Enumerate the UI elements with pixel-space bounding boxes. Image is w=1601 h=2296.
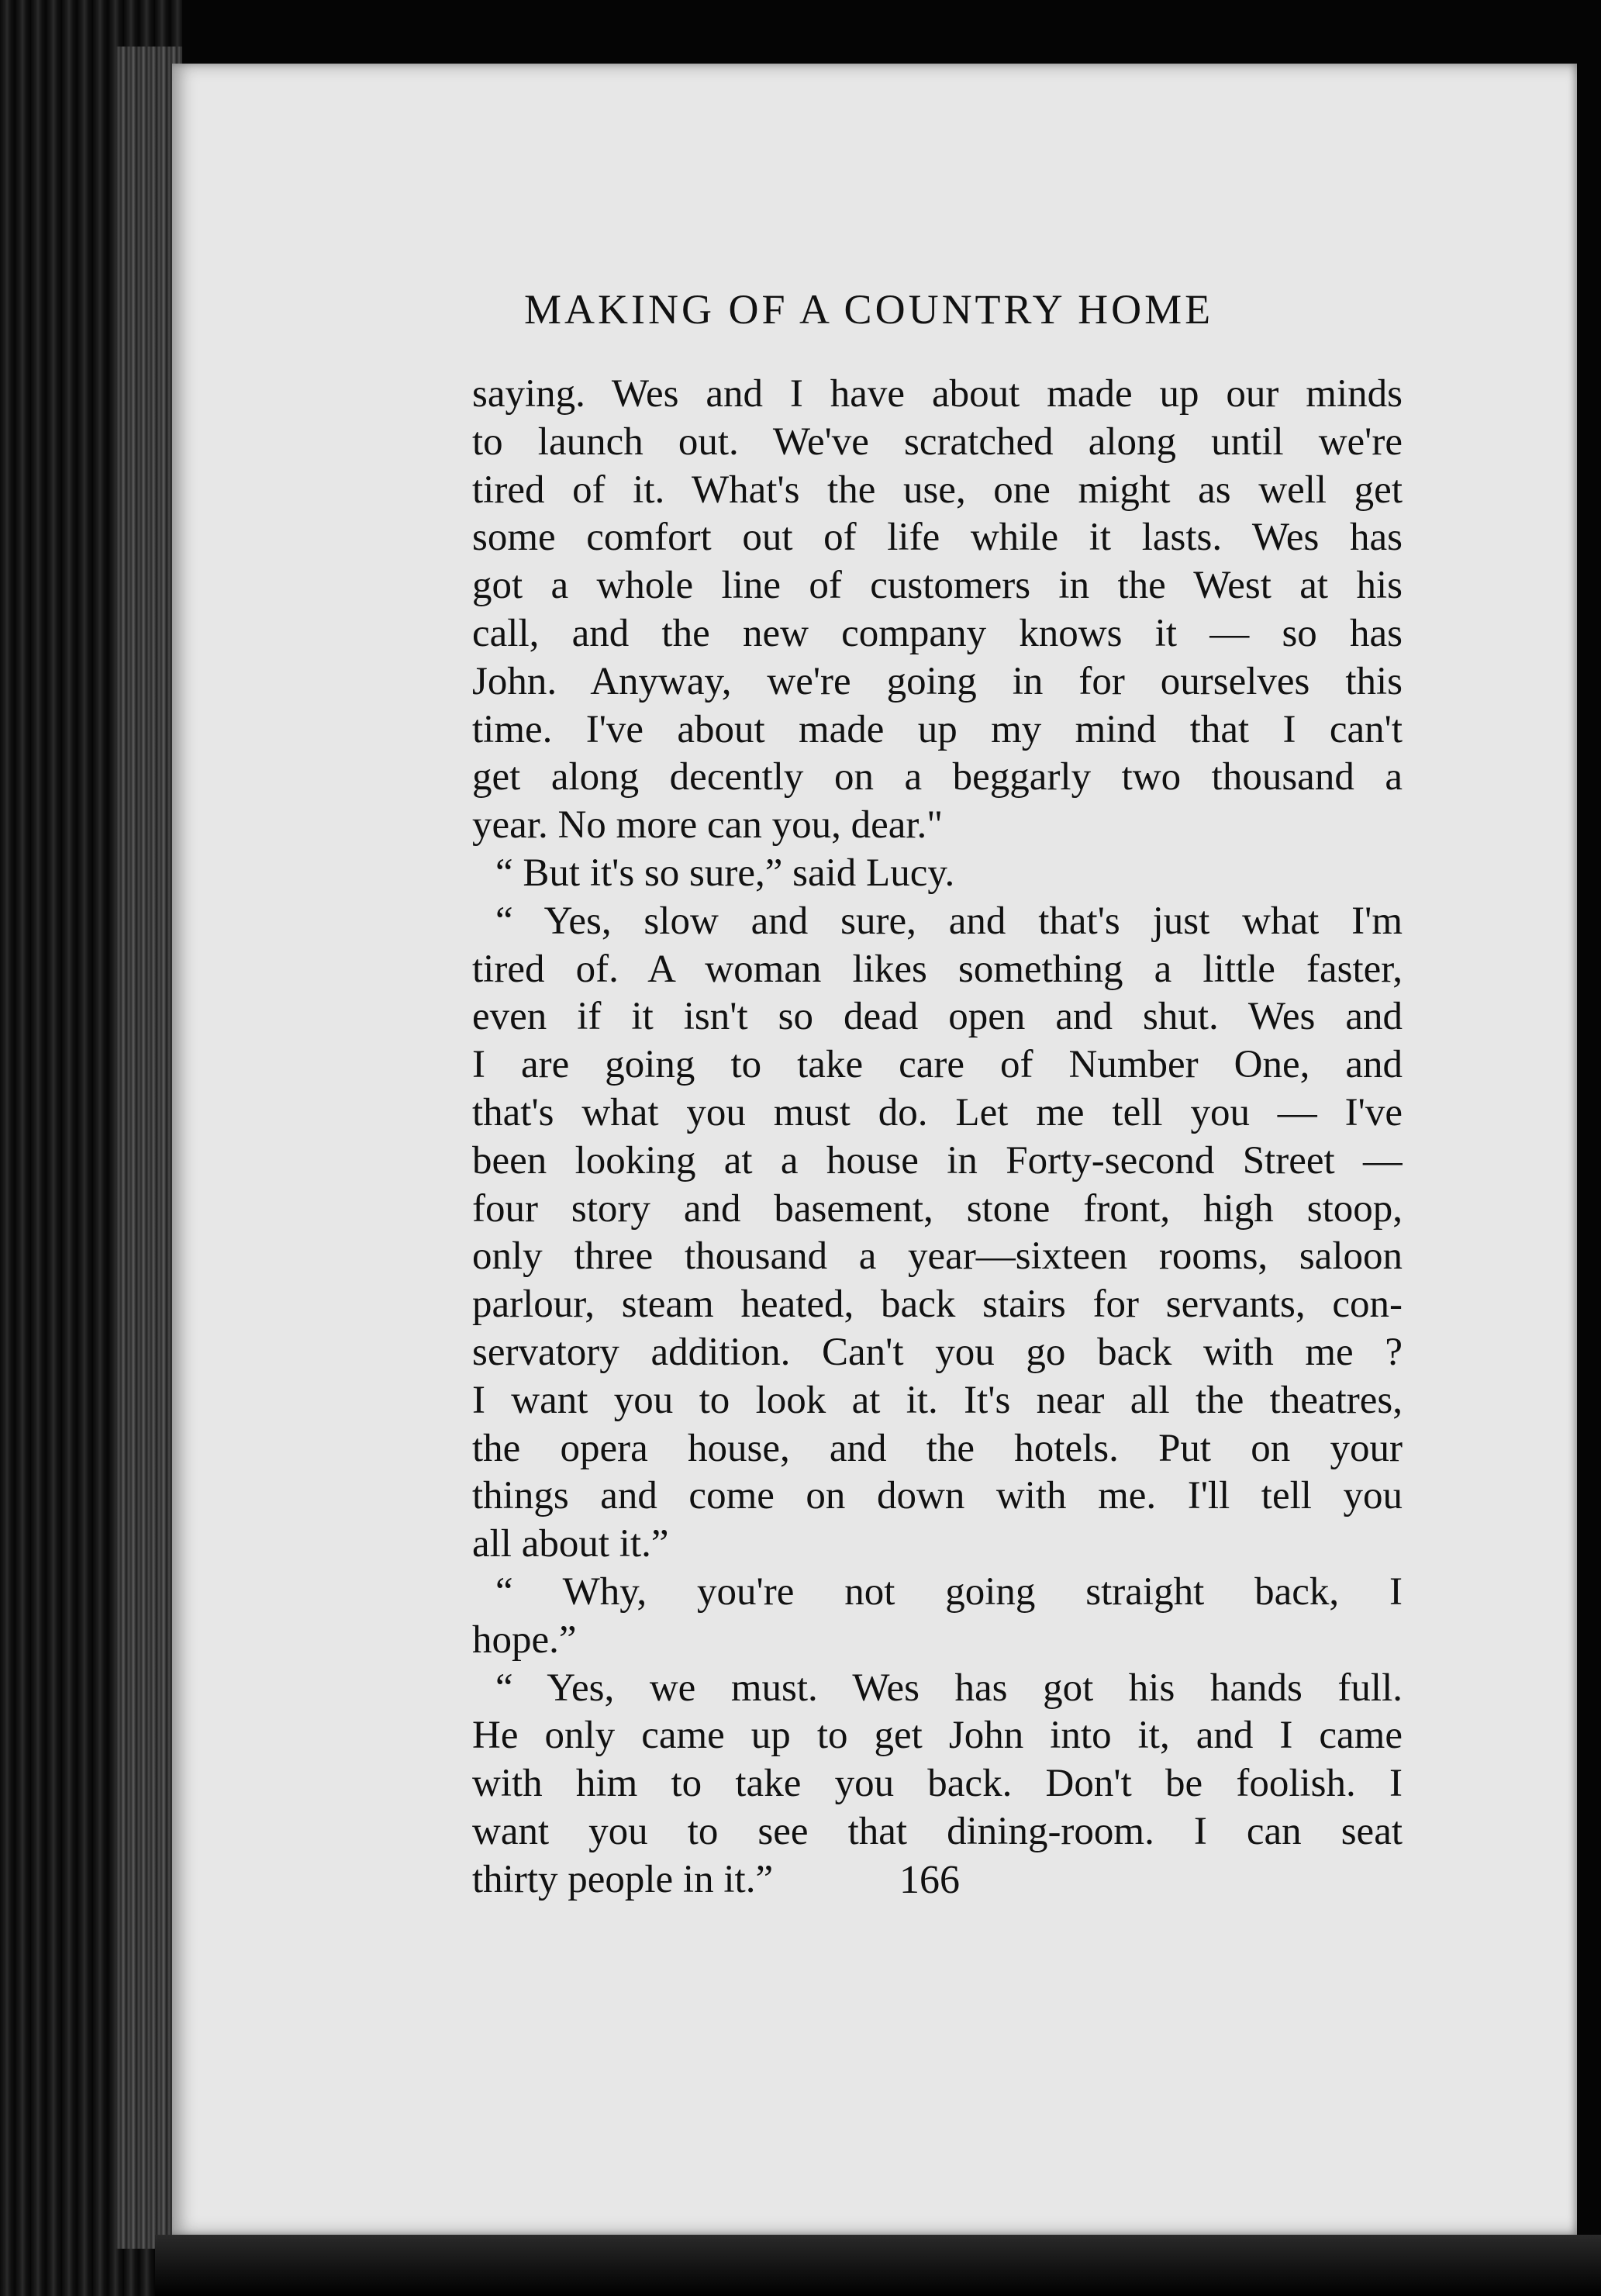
text-line: parlour, steam heated, back stairs for servants, con- (472, 1283, 1403, 1327)
text-line: been looking at a house in Forty-second Street — (472, 1138, 1403, 1183)
text-line: saying. Wes and I have about made up our minds (472, 372, 1403, 416)
text-line: “ But it's so sure,” said Lucy. (495, 851, 955, 895)
text-line: the opera house, and the hotels. Put on your (472, 1426, 1403, 1470)
text-line: He only came up to get John into it, and I came (472, 1714, 1403, 1758)
text-line: “ Yes, we must. Wes has got his hands full. (495, 1666, 1403, 1710)
text-line: all about it.” (472, 1522, 669, 1566)
text-line: only three thousand a year—sixteen rooms, saloon (472, 1234, 1403, 1279)
text-line: I are going to take care of Number One, and (472, 1043, 1403, 1087)
page-bottom-shadow (155, 2235, 1601, 2296)
text-line: “ Yes, slow and sure, and that's just what I'm (495, 899, 1403, 943)
text-line: servatory addition. Can't you go back with me ? (472, 1330, 1403, 1374)
text-line: want you to see that dining-room. I can seat (472, 1809, 1403, 1853)
text-line: some comfort out of life while it lasts. Wes has (472, 516, 1403, 560)
text-line: four story and basement, stone front, high stoop, (472, 1186, 1403, 1231)
text-line: even if it isn't so dead open and shut. Wes and (472, 995, 1403, 1039)
text-line: hope.” (472, 1618, 577, 1662)
text-line: I want you to look at it. It's near all the theatres, (472, 1378, 1403, 1422)
text-line: thirty people in it.” (472, 1857, 774, 1901)
book-binding-edge (0, 0, 182, 2296)
running-head: MAKING OF A COUNTRY HOME (524, 286, 1214, 333)
text-line: year. No more can you, dear." (472, 803, 944, 848)
text-line: tired of. A woman likes something a little faster, (472, 947, 1403, 991)
text-line: to launch out. We've scratched along until we're (472, 419, 1403, 464)
text-line: got a whole line of customers in the West at his (472, 564, 1403, 608)
text-line: John. Anyway, we're going in for ourselves this (472, 659, 1403, 703)
text-line: time. I've about made up my mind that I can't (472, 707, 1403, 751)
text-line: that's what you must do. Let me tell you — I've (472, 1090, 1403, 1134)
text-line: tired of it. What's the use, one might as well get (472, 468, 1403, 512)
text-line: “ Why, you're not going straight back, I (495, 1569, 1403, 1614)
body-text (472, 371, 1403, 1904)
page-number: 166 (899, 1858, 960, 1902)
text-line: with him to take you back. Don't be foolish. I (472, 1762, 1403, 1806)
text-line: call, and the new company knows it — so has (472, 611, 1403, 655)
text-line: things and come on down with me. I'll tell you (472, 1474, 1403, 1518)
text-line: get along decently on a beggarly two thousand a (472, 755, 1403, 799)
